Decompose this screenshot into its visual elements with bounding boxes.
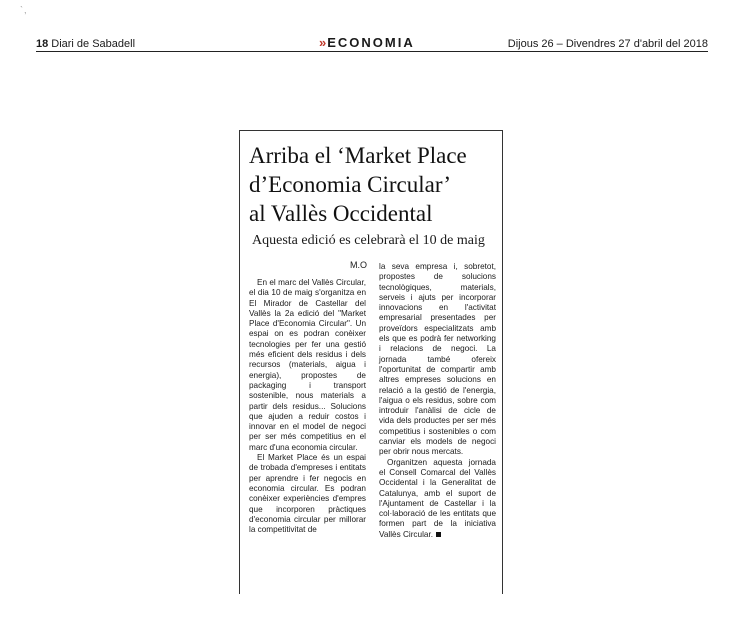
page-header [36,37,708,51]
header-left [36,37,135,51]
page-number: 18 [36,38,49,50]
subheadline: Aquesta edició es celebrarà el 10 de maig [252,233,485,248]
end-mark-icon [436,532,441,537]
paragraph [379,458,496,540]
headline-line: al Vallès Occidental [249,201,433,226]
issue-date: Dijous 26 – Divendres 27 d'abril del 2018 [507,38,708,50]
paragraph: El Market Place és un espai de trobada d'empreses i entitats per aprendre i fer negocis en economia circular. Es podran conèixer experiències d'empres que incorporen pràctiques d'economia circular per millorar la competitivitat de [249,453,366,535]
article-column-1 [249,278,366,535]
article-column-2 [379,262,496,540]
section-label [319,36,415,50]
scan-corner-mark: `, [20,5,28,15]
chevron-icon: » [319,35,327,50]
publication-name: Diari de Sabadell [51,38,136,50]
headline-line: Arriba el ‘Market Place [249,143,467,168]
section-name: ECONOMIA [327,35,415,50]
headline-line: d’Economia Circular’ [249,172,452,197]
paragraph-text: Organitzen aquesta jornada el Consell Comarcal del Vallès Occidental i la Generalitat de Catalunya, amb el suport de l'Ajuntament de Castellar i la col·laboració de les entitats que formen part de la iniciativa Vallès Circular. [379,457,496,539]
paragraph: la seva empresa i, sobretot, propostes de solucions tecnològiques, materials, serveis i ajuts per incorporar innovacions en l'activitat empresarial presentades per proveïdors especialitzats amb els que es podrà fer networking i relacions de negoci. La jornada també ofereix l'oportunitat de compartir amb altres empreses solucions en relació a la gestió de l'energia, l'aigua o els residus, sobre com introduir l'anàlisi de cicle de vida dels productes per ser més competitius i sostenibles o com canviar els models de negoci per obrir nous mercats. [379,262,496,457]
paragraph: En el marc del Vallès Circular, el dia 10 de maig s'organitza en El Mirador de Castellar del Vallès la 2a edició del "Market Place d'Economia Circular". Un espai on es podran conèixer tecnologies per fer una gestió més eficient dels residus i dels recursos (materials, aigua i energia), propostes de packaging i transport sostenible, nous materials a partir dels residus... Solucions que ajuden a reduir costos i innovar en el model de negoci per ser més competitius en el marc d'una economia circular. [249,278,366,452]
headline [249,141,499,228]
header-rule [36,51,708,52]
byline: M.O [350,260,367,270]
